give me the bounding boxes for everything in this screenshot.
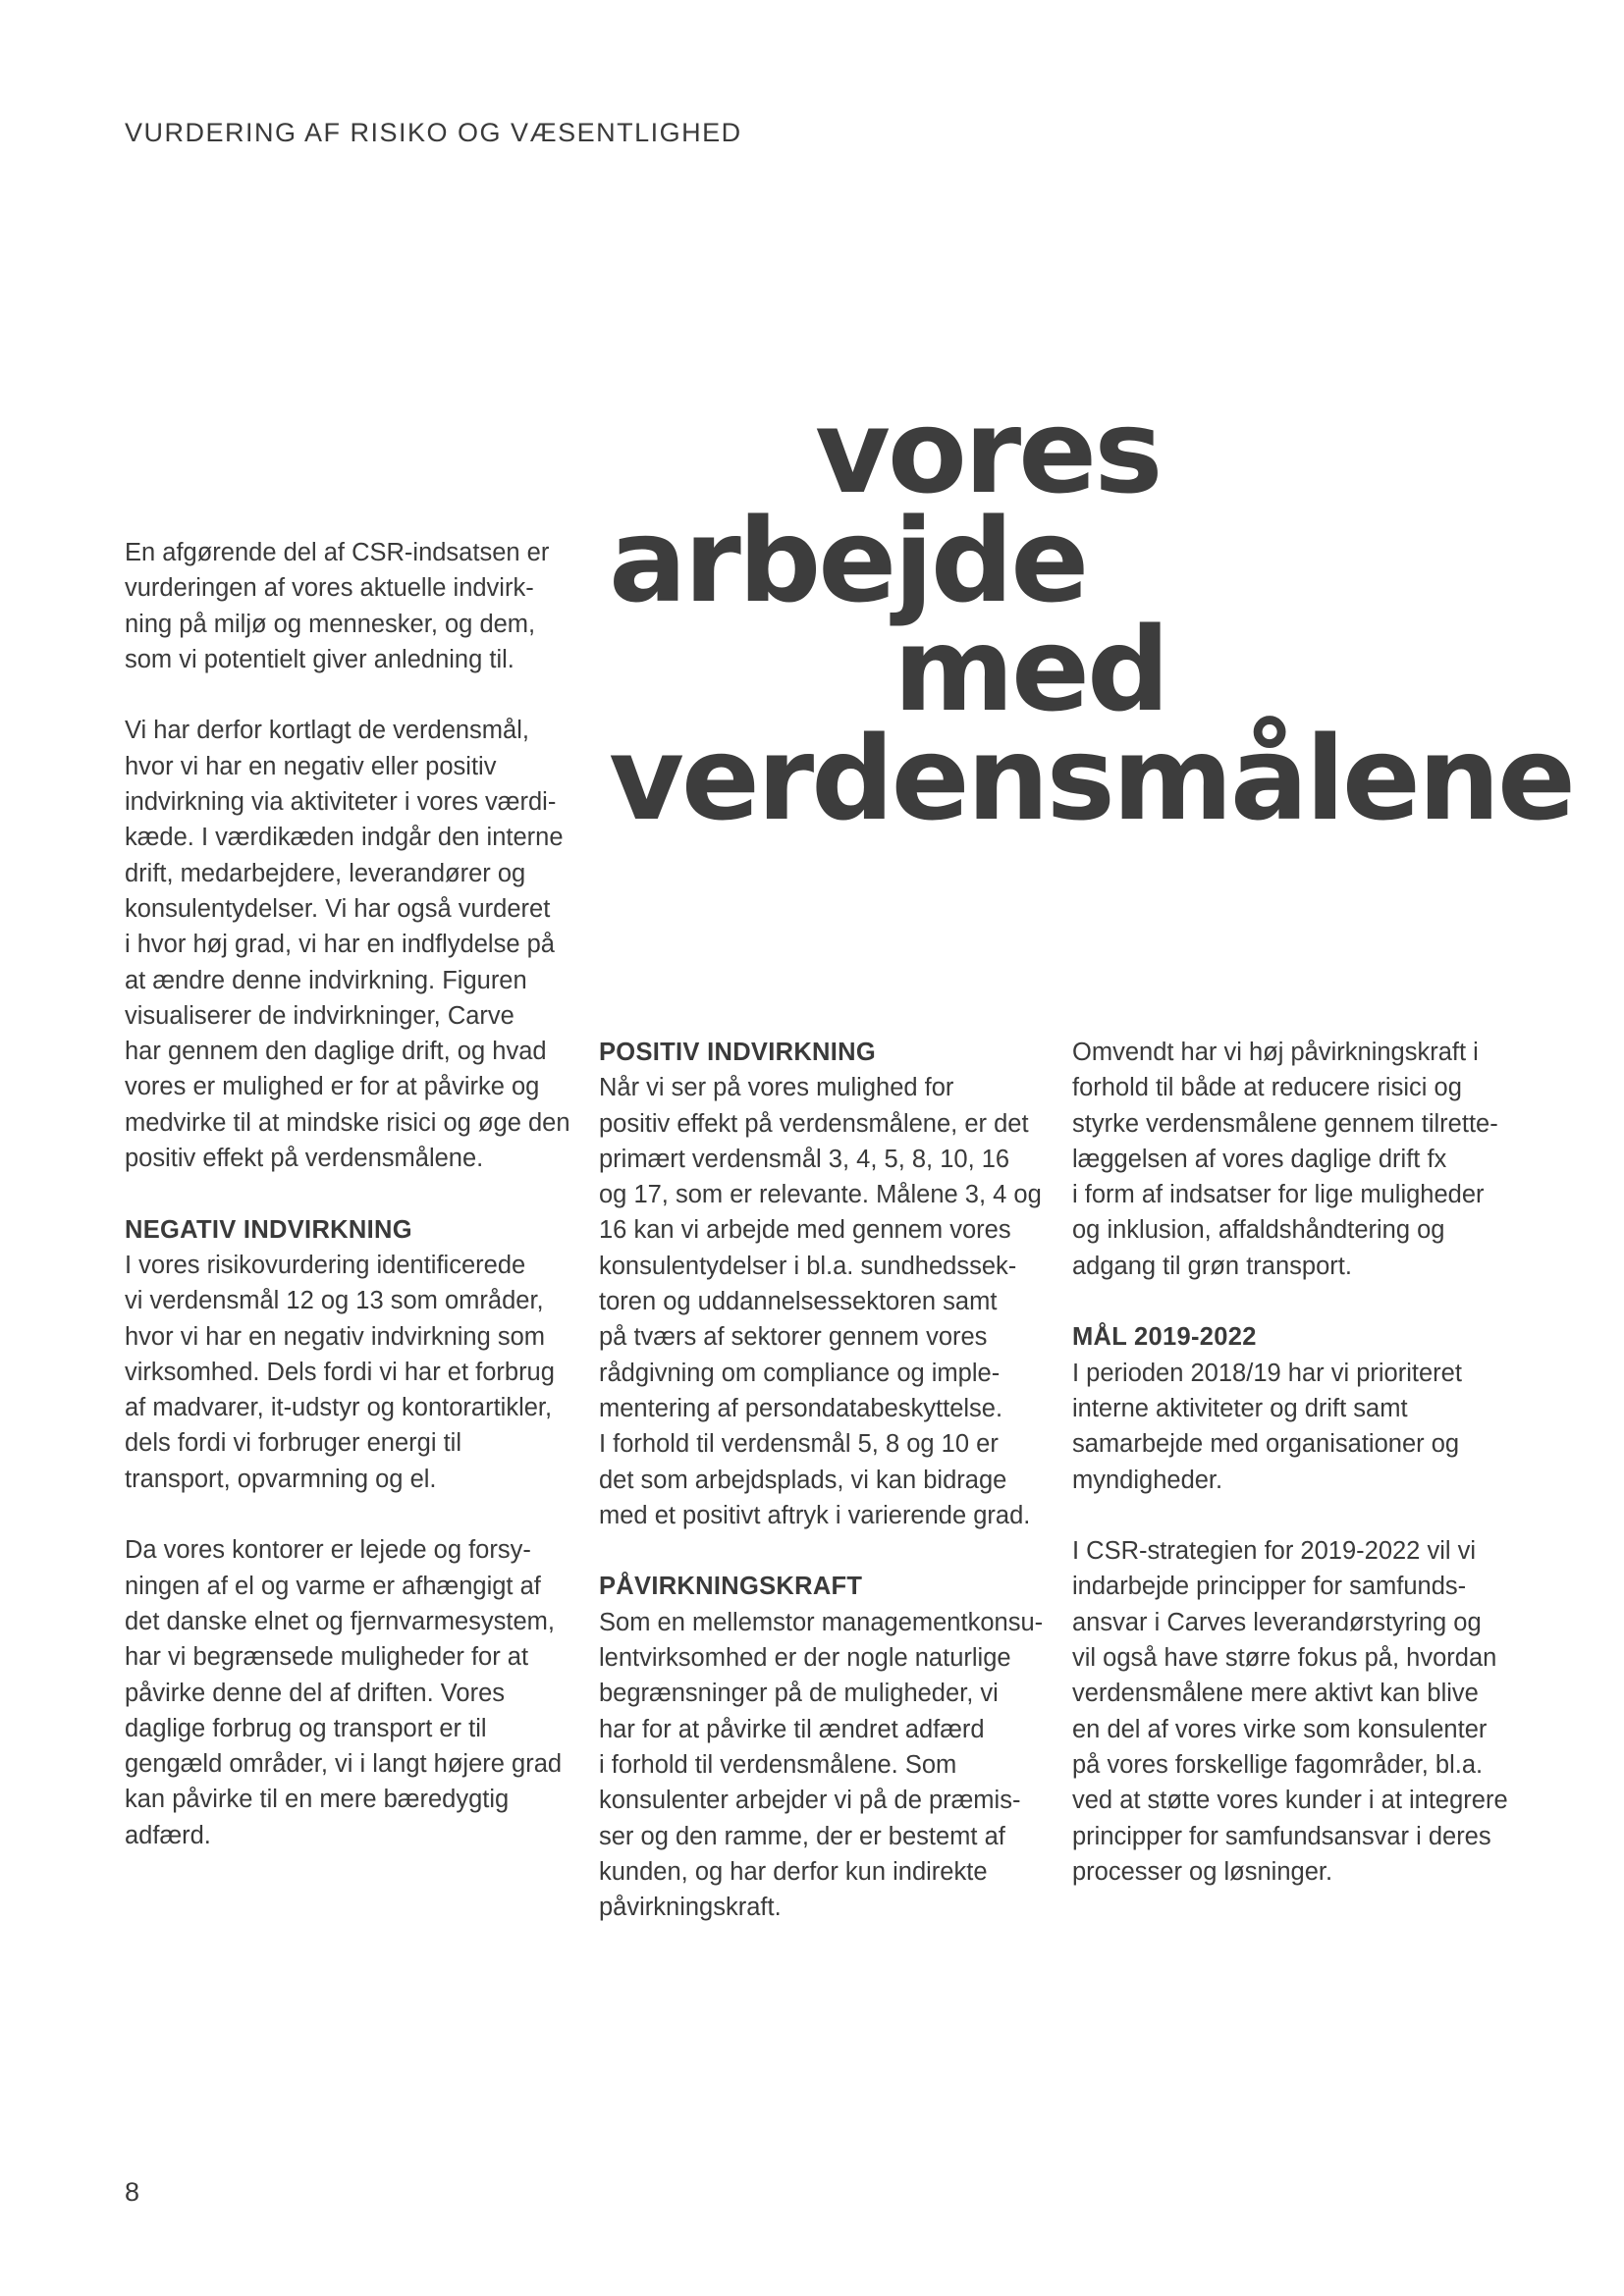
text-line: Vi har derfor kortlagt de verdensmål, [125, 717, 529, 745]
text-line: myndigheder. [1072, 1466, 1223, 1494]
text-line: Når vi ser på vores mulighed for [599, 1074, 954, 1102]
text-line: medvirke til at mindske risici og øge den [125, 1108, 570, 1137]
text-line: i forhold til verdensmålene. Som [599, 1750, 957, 1779]
goals-heading: MÅL 2019-2022 [1072, 1323, 1257, 1352]
text-line: samarbejde med organisationer og [1072, 1430, 1460, 1459]
text-line: konsulenter arbejder vi på de præmis- [599, 1787, 1021, 1815]
text-line: på vores forskellige fagområder, bl.a. [1072, 1750, 1484, 1779]
text-line: af madvarer, it-udstyr og kontorartikler, [125, 1394, 553, 1422]
text-line: drift, medarbejdere, leverandører og [125, 859, 526, 887]
text-line: adgang til grøn transport. [1072, 1252, 1352, 1280]
influence-heading: PÅVIRKNINGSKRAFT [599, 1573, 863, 1601]
text-line: kunden, og har derfor kun indirekte [599, 1857, 988, 1886]
goals-paragraph [1072, 1356, 1519, 1498]
text-line: konsulentydelser i bl.a. sundhedssek- [599, 1252, 1017, 1280]
text-line: læggelsen af vores daglige drift fx [1072, 1145, 1447, 1173]
text-line: begrænsninger på de muligheder, vi [599, 1680, 999, 1708]
text-line: positiv effekt på verdensmålene, er det [599, 1109, 1029, 1138]
text-line: mentering af persondatabeskyttelse. [599, 1394, 1003, 1422]
text-line: har for at påvirke til ændret adfærd [599, 1715, 985, 1743]
hero-line-1: vores [815, 384, 1161, 519]
text-line: og inklusion, affaldshåndtering og [1072, 1216, 1445, 1245]
text-line: påvirke denne del af driften. Vores [125, 1679, 505, 1707]
mapping-paragraph [125, 713, 576, 1176]
text-line: positiv effekt på verdensmålene. [125, 1145, 484, 1173]
positive-impact-heading: POSITIV INDVIRKNING [599, 1039, 876, 1066]
text-line: forhold til både at reducere risici og [1072, 1074, 1462, 1102]
text-line: og 17, som er relevante. Målene 3, 4 og [599, 1181, 1042, 1209]
text-line: styrke verdensmålene gennem tilrette- [1072, 1109, 1498, 1138]
text-line: primært verdensmål 3, 4, 5, 8, 10, 16 [599, 1145, 1010, 1173]
hero-line-4: verdensmålene [609, 711, 1573, 846]
negative-impact-paragraph [125, 1248, 576, 1497]
column-right [1072, 1035, 1519, 1890]
influence-paragraph [599, 1605, 1046, 1926]
text-line: ansvar i Carves leverandørstyring og [1072, 1608, 1482, 1636]
text-line: i form af indsatser for lige muligheder [1072, 1181, 1485, 1209]
text-line: i hvor høj grad, vi har en indflydelse på [125, 931, 555, 959]
text-line: som vi potentielt giver anledning til. [125, 645, 514, 673]
text-line: principper for samfundsansvar i deres [1072, 1822, 1491, 1850]
text-line: adfærd. [125, 1821, 211, 1849]
text-line: med et positivt aftryk i varierende grad. [599, 1501, 1031, 1529]
text-line: rådgivning om compliance og imple- [599, 1359, 1001, 1387]
offices-paragraph [125, 1532, 576, 1853]
hero-line-2: arbejde [609, 493, 1087, 628]
text-line: at ændre denne indvirkning. Figuren [125, 966, 527, 994]
text-line: hvor vi har en negativ indvirkning som [125, 1322, 546, 1351]
text-line: vi verdensmål 12 og 13 som områder, [125, 1287, 544, 1315]
text-line: I forhold til verdensmål 5, 8 og 10 er [599, 1430, 999, 1459]
column-middle [599, 1035, 1046, 1925]
intro-paragraph [125, 535, 576, 677]
hero-title [609, 384, 1573, 846]
text-line: Da vores kontorer er lejede og forsy- [125, 1536, 531, 1565]
text-line: processer og løsninger. [1072, 1857, 1333, 1886]
text-line: gengæld områder, vi i langt højere grad [125, 1750, 563, 1779]
text-line: hvor vi har en negativ eller positiv [125, 752, 497, 780]
text-line: I vores risikovurdering identificerede [125, 1251, 526, 1279]
text-line: I CSR-strategien for 2019-2022 vil vi [1072, 1537, 1477, 1566]
text-line: En afgørende del af CSR-indsatsen er [125, 539, 550, 566]
text-line: kæde. I værdikæden indgår den interne [125, 824, 564, 852]
text-line: har gennem den daglige drift, og hvad [125, 1038, 547, 1066]
text-line: påvirkningskraft. [599, 1894, 782, 1922]
text-line: på tværs af sektorer gennem vores [599, 1323, 988, 1352]
text-line: dels fordi vi forbruger energi til [125, 1429, 461, 1458]
positive-impact-paragraph [599, 1070, 1046, 1533]
negative-impact-heading: NEGATIV INDVIRKNING [125, 1215, 412, 1244]
text-line: ved at støtte vores kunder i at integrere [1072, 1787, 1508, 1815]
text-line: virksomhed. Dels fordi vi har et forbrug [125, 1358, 555, 1386]
text-line: vores er mulighed er for at påvirke og [125, 1073, 540, 1101]
text-line: lentvirksomhed er der nogle naturlige [599, 1644, 1011, 1673]
text-line: indvirkning via aktiviteter i vores værdi- [125, 788, 557, 817]
text-line: 16 kan vi arbejde med gennem vores [599, 1216, 1011, 1245]
strategy-paragraph [1072, 1533, 1519, 1890]
text-line: daglige forbrug og transport er til [125, 1714, 487, 1742]
text-line: I perioden 2018/19 har vi prioriteret [1072, 1359, 1462, 1387]
text-line: det som arbejdsplads, vi kan bidrage [599, 1466, 1007, 1494]
text-line: Som en mellemstor managementkonsu- [599, 1608, 1044, 1636]
column-left [125, 535, 576, 1853]
text-line: vil også have større fokus på, hvordan [1072, 1644, 1497, 1673]
text-line: Omvendt har vi høj påvirkningskraft i [1072, 1039, 1479, 1066]
text-line: ningen af el og varme er afhængigt af [125, 1572, 541, 1600]
text-line: ser og den ramme, der er bestemt af [599, 1822, 1005, 1850]
running-header: VURDERING AF RISIKO OG VÆSENTLIGHED [125, 118, 742, 147]
text-line: toren og uddannelsessektoren samt [599, 1288, 998, 1316]
text-line: verdensmålene mere aktivt kan blive [1072, 1680, 1479, 1708]
text-line: vurderingen af vores aktuelle indvirk- [125, 574, 534, 603]
text-line: det danske elnet og fjernvarmesystem, [125, 1607, 555, 1635]
text-line: kan påvirke til en mere bæredygtig [125, 1786, 510, 1814]
text-line: konsulentydelser. Vi har også vurderet [125, 894, 551, 923]
text-line: interne aktiviteter og drift samt [1072, 1394, 1408, 1422]
hero-line-3: med [893, 602, 1167, 737]
text-line: har vi begrænsede muligheder for at [125, 1643, 529, 1672]
text-line: ning på miljø og mennesker, og dem, [125, 610, 536, 638]
high-influence-paragraph [1072, 1035, 1519, 1284]
text-line: transport, opvarmning og el. [125, 1465, 437, 1493]
text-line: indarbejde principper for samfunds- [1072, 1573, 1467, 1601]
text-line: en del af vores virke som konsulenter [1072, 1715, 1488, 1743]
text-line: visualiserer de indvirkninger, Carve [125, 1001, 514, 1030]
page-number: 8 [125, 2177, 140, 2207]
